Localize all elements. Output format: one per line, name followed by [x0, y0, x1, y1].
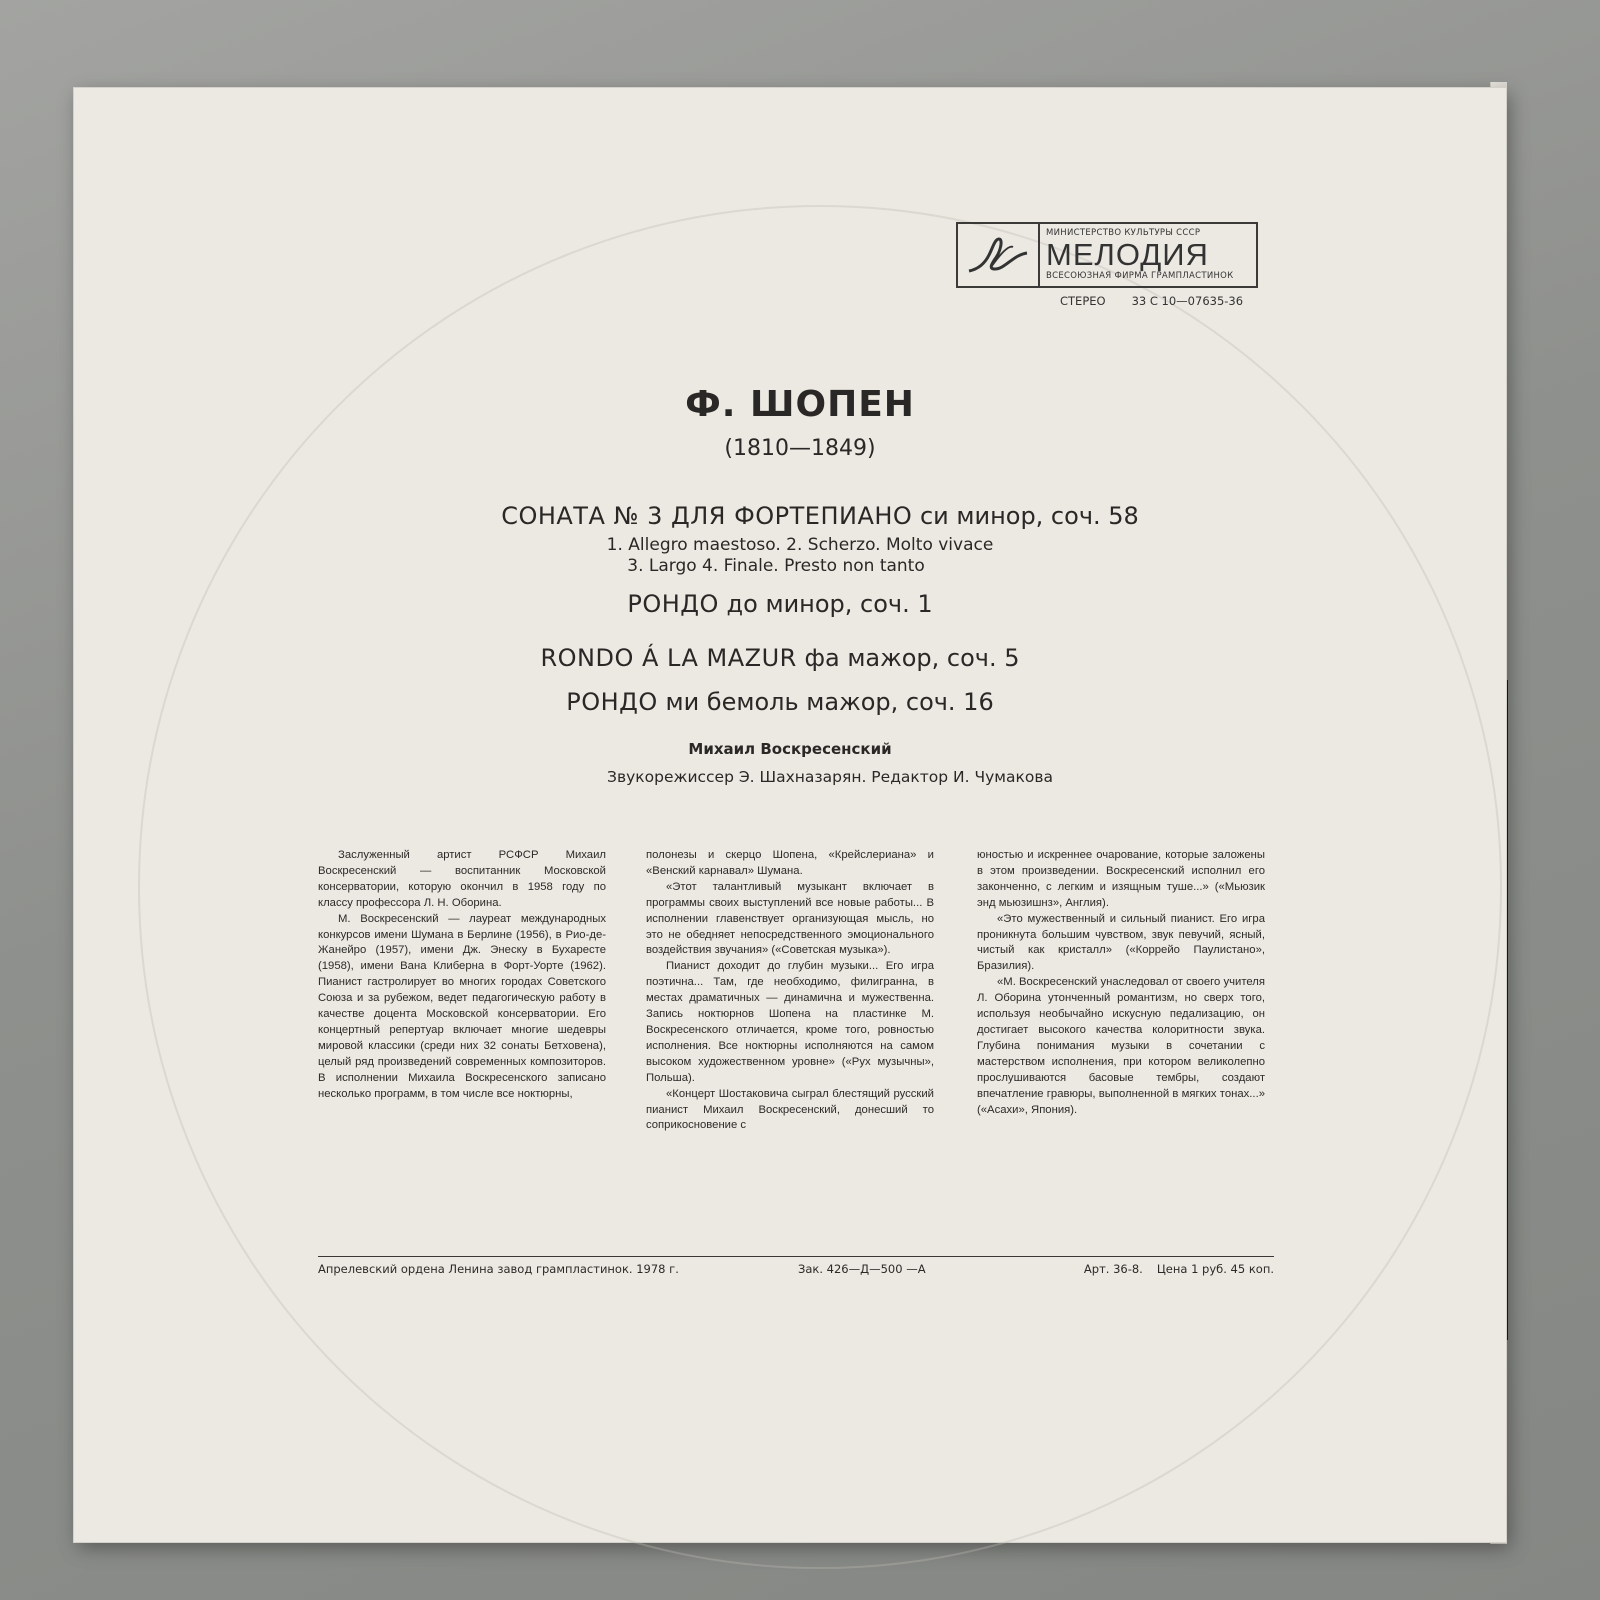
- work-title-rondo-1: [0, 590, 1580, 618]
- work-title-rondo-mazur: [0, 644, 1580, 672]
- movements-line-2: 3. Largo 4. Finale. Presto non tanto: [627, 556, 925, 576]
- work-title-sonata: [20, 502, 1600, 530]
- notes-paragraph: М. Воскресенский — лауреат международных конкурсов имени Шумана в Берлине (1956), в Рио-де-Жанейро (1957), имени Дж. Энеску в Бухаресте (1958), имени Вана Клиберна в Форт-Уорте (1962). Пианист гастролирует во многих городах Советского Союза и за рубежом, ведет педагогическую работу в качестве доцента Московской консерватории. Его концертный репертуар включает многие шедевры мировой классики (среди них 32 сонаты Бетховена), целый ряд произведений современных композиторов. В исполнении Михаила Воскресенского записано несколько программ, в том числе все ноктюрны,: [318, 912, 606, 1100]
- liner-notes-column-3: [977, 848, 1265, 1118]
- logo-ministry: МИНИСТЕРСТВО КУЛЬТУРЫ СССР: [1046, 228, 1201, 238]
- notes-paragraph: «М. Воскресенский унаследовал от своего учителя Л. Оборина утонченный романтизм, но сверх того, используя необычайно искусную педализацию, он достигает высокого качества колоритности звука. Глубина понимания музыки в сочетании с мастерством исполнения, при котором великолепно прослушиваются басовые тембры, создают впечатление гравюры, выполненной в мягких тонах...» («Асахи», Япония).: [977, 976, 1265, 1116]
- liner-notes-column-2: [646, 848, 934, 1134]
- logo-brand: МЕЛОДИЯ: [1046, 237, 1209, 272]
- work-detail: до минор, соч. 1: [718, 590, 933, 618]
- work-title: РОНДО: [566, 688, 658, 716]
- catalog-number: 33 С 10—07635-36: [1131, 294, 1244, 308]
- melodiya-logo: [956, 222, 1258, 288]
- work-title-rondo-16: [0, 688, 1580, 716]
- logo-text: [1040, 224, 1256, 286]
- performer-name: Михаил Воскресенский: [688, 740, 892, 758]
- plant-imprint: Апрелевский ордена Ленина завод грампластинок. 1978 г.: [318, 1262, 679, 1276]
- article-number: Арт. 36-8.: [1083, 1262, 1143, 1276]
- catalog-line: [1060, 294, 1243, 308]
- notes-paragraph: полонезы и скерцо Шопена, «Крейслериана» и «Венский карнавал» Шумана.: [646, 849, 934, 877]
- notes-paragraph: «Это мужественный и сильный пианист. Его игра проникнута большим чувством, звук певучий, ясный, чистый как кристалл» («Коррейо Паулистано», Бразилия).: [977, 912, 1265, 973]
- stereo-label: СТЕРЕО: [1060, 294, 1106, 308]
- composer-dates: (1810—1849): [724, 436, 876, 461]
- footer-divider: [318, 1256, 1274, 1257]
- work-detail: си минор, соч. 58: [912, 502, 1139, 530]
- production-credits: Звукорежиссер Э. Шахназарян. Редактор И. Чумакова: [607, 768, 1053, 786]
- notes-paragraph: «Концерт Шостаковича сыграл блестящий русский пианист Михаил Воскресенский, донесший то соприкосновение с: [646, 1087, 934, 1132]
- work-title: СОНАТА № 3 ДЛЯ ФОРТЕПИАНО: [501, 502, 913, 530]
- composer-name: Ф. ШОПЕН: [685, 384, 915, 425]
- record-sleeve-back: [74, 88, 1506, 1542]
- notes-paragraph: Пианист доходит до глубин музыки... Его игра поэтична... Там, где необходимо, филигранна, в местах драматичных — динамична и мужественна. Запись ноктюрнов Шопена на пластинке М. Воскресенского отличается, кроме того, ровностью исполнения. Все ноктюрны исполняются на самом высоком художественном уровне» («Рух музычны», Польша).: [646, 960, 934, 1084]
- order-number: Зак. 426—Д—500 —А: [798, 1262, 926, 1276]
- notes-paragraph: юностью и искреннее очарование, которые заложены в этом произведении. Воскресенский исполнил его законченно, с легким и изящным туше...» («Мьюзик энд мьюзишнз», Англия).: [977, 849, 1265, 909]
- logo-company: ВСЕСОЮЗНАЯ ФИРМА ГРАМПЛАСТИНОК: [1046, 271, 1234, 281]
- work-title: РОНДО: [627, 590, 719, 618]
- price: Цена 1 руб. 45 коп.: [1156, 1262, 1274, 1276]
- footer-imprint: [318, 1262, 1274, 1276]
- movements-line-1: 1. Allegro maestoso. 2. Scherzo. Molto vivace: [606, 535, 994, 555]
- liner-notes-column-1: [318, 848, 606, 1103]
- notes-paragraph: «Этот талантливый музыкант включает в программы своих выступлений все новые работы... В исполнении главенствует организующая мысль, но это не обедняет непосредственного эмоционального воздействия звучания» («Советская музыка»).: [646, 880, 934, 957]
- price-block: [1050, 1262, 1274, 1276]
- work-detail: фа мажор, соч. 5: [796, 644, 1020, 672]
- melodiya-emblem-icon: [958, 224, 1040, 286]
- work-title: RONDO Á LA MAZUR: [540, 644, 797, 672]
- notes-paragraph: Заслуженный артист РСФСР Михаил Воскресенский — воспитанник Московской консерватории, которую окончил в 1958 году по классу профессора Л. Н. Оборина.: [318, 849, 606, 909]
- work-detail: ми бемоль мажор, соч. 16: [657, 688, 994, 716]
